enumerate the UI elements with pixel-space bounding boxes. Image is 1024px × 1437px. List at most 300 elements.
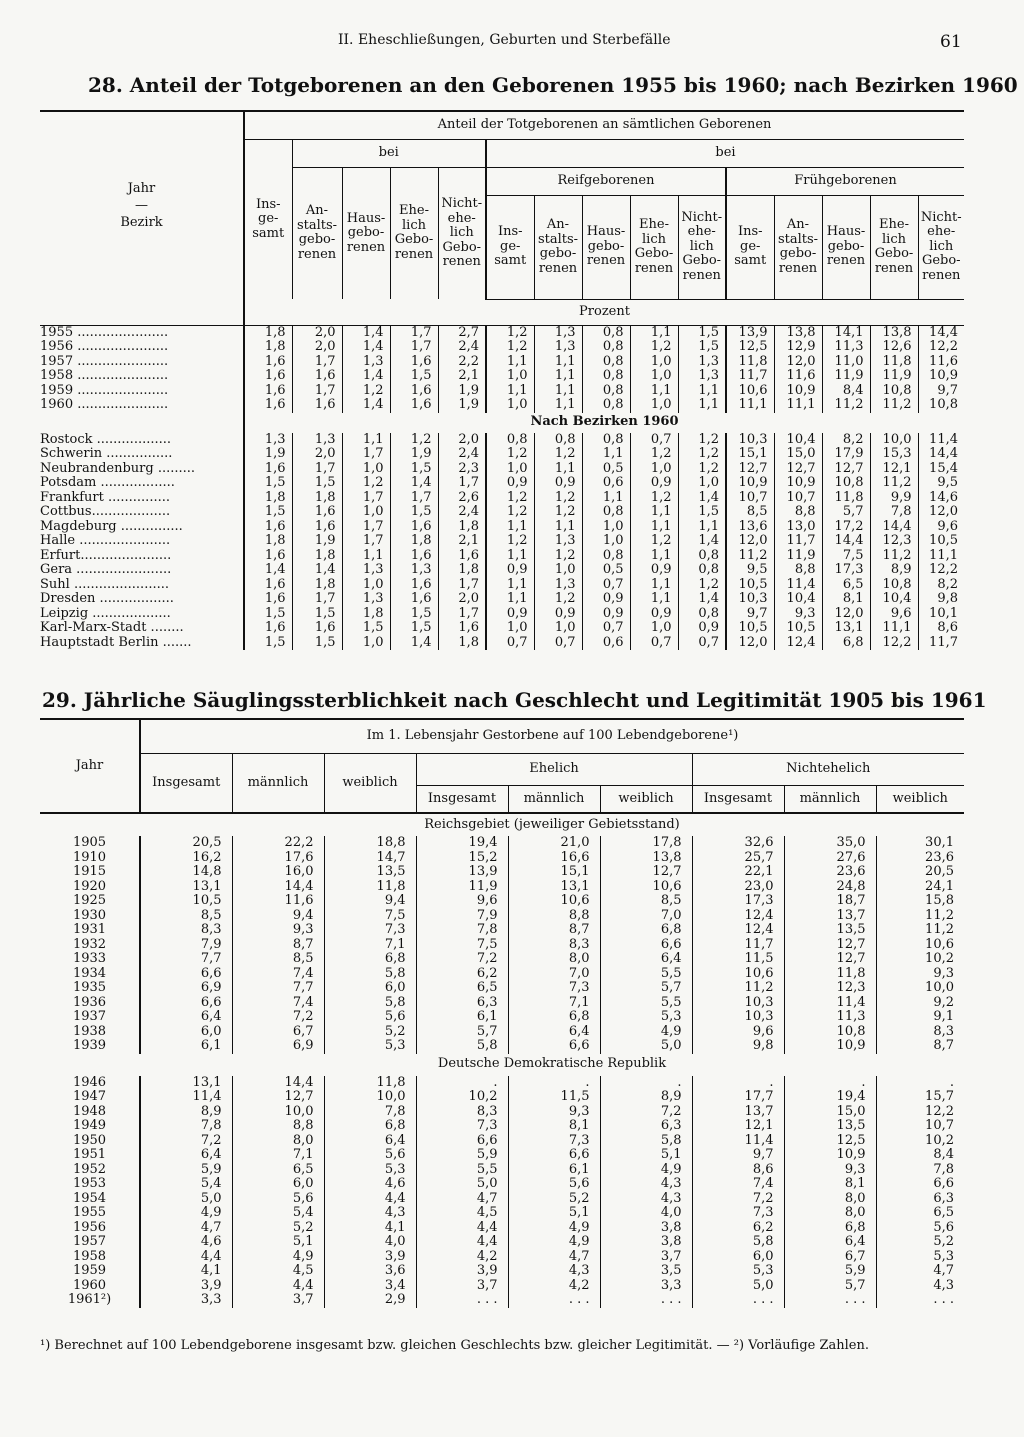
cell-value: 4,0 — [324, 1235, 416, 1250]
cell-value: 0,8 — [582, 325, 630, 340]
cell-value: 2,2 — [438, 355, 486, 370]
cell-value: 1,2 — [678, 447, 726, 462]
cell-value: 10,6 — [508, 894, 600, 909]
cell-value: 10,7 — [876, 1119, 964, 1134]
cell-value: 7,8 — [416, 923, 508, 938]
cell-value: 11,2 — [692, 981, 784, 996]
cell-value: 5,8 — [324, 967, 416, 982]
row-label: Suhl ....................... — [40, 576, 169, 592]
cell-value: 11,5 — [508, 1090, 600, 1105]
cell-value: 12,7 — [600, 865, 692, 880]
row-label: 1925 — [72, 893, 107, 908]
cell-value: 7,0 — [600, 909, 692, 924]
cell-value: 0,9 — [630, 563, 678, 578]
cell-value: . . . — [416, 1293, 508, 1308]
cell-value: 8,8 — [232, 1119, 324, 1134]
cell-value: 0,8 — [582, 355, 630, 370]
cell-value: 1,8 — [292, 549, 342, 564]
cell-value: 4,4 — [232, 1279, 324, 1294]
table-row — [40, 462, 964, 477]
row-label: Hauptstadt Berlin ....... — [40, 634, 192, 650]
cell-value: 8,8 — [508, 909, 600, 924]
cell-value: 1,6 — [244, 621, 292, 636]
cell-value: 4,4 — [140, 1250, 232, 1265]
cell-value: 1,6 — [244, 369, 292, 384]
row-label: 1959 ...................... — [40, 382, 169, 398]
cell-value: 5,9 — [416, 1148, 508, 1163]
cell-value: 4,5 — [416, 1206, 508, 1221]
cell-value: 7,4 — [232, 967, 324, 982]
header-frueh-haus: Haus- gebo- renen — [822, 195, 870, 299]
cell-value: 1,0 — [630, 621, 678, 636]
cell-value: 9,1 — [876, 1010, 964, 1025]
row-label: 1905 — [72, 835, 107, 850]
header-29-ehelich-insgesamt: Insgesamt — [416, 785, 508, 813]
cell-value: 1,1 — [534, 369, 582, 384]
cell-value: 1,6 — [244, 384, 292, 399]
cell-value: 6,8 — [784, 1221, 876, 1236]
row-label: 1959 — [72, 1263, 107, 1278]
cell-value: 1,5 — [390, 462, 438, 477]
cell-value: 3,8 — [600, 1221, 692, 1236]
cell-value: 8,8 — [774, 505, 822, 520]
cell-value: 5,8 — [692, 1235, 784, 1250]
table-row — [40, 355, 964, 370]
cell-value: . — [692, 1076, 784, 1091]
cell-value: 11,2 — [870, 549, 918, 564]
cell-value: 4,9 — [140, 1206, 232, 1221]
cell-value: 11,7 — [692, 938, 784, 953]
cell-value: 16,6 — [508, 851, 600, 866]
cell-value: 6,4 — [600, 952, 692, 967]
cell-value: 8,1 — [822, 592, 870, 607]
cell-value: 1,6 — [244, 592, 292, 607]
cell-value: 1,6 — [438, 621, 486, 636]
cell-value: 10,9 — [774, 384, 822, 399]
cell-value: 10,9 — [784, 1148, 876, 1163]
cell-value: 7,7 — [140, 952, 232, 967]
cell-value: 1,2 — [534, 491, 582, 506]
cell-value: 6,1 — [416, 1010, 508, 1025]
cell-value: 10,5 — [140, 894, 232, 909]
cell-value: 1,6 — [292, 505, 342, 520]
header-reif: Reifgeborenen — [486, 167, 726, 195]
cell-value: 1,1 — [486, 549, 534, 564]
cell-value: 11,4 — [140, 1090, 232, 1105]
row-label: 1956 — [72, 1219, 107, 1235]
table-row — [40, 1163, 964, 1178]
cell-value: 12,7 — [784, 952, 876, 967]
row-label: Rostock .................. — [40, 431, 172, 447]
cell-value: 1,3 — [534, 340, 582, 355]
cell-value: 1,6 — [390, 520, 438, 535]
cell-value: 1,7 — [342, 534, 390, 549]
cell-value: 7,3 — [324, 923, 416, 938]
cell-value: 4,5 — [232, 1264, 324, 1279]
cell-value: 6,4 — [324, 1134, 416, 1149]
cell-value: 12,9 — [774, 340, 822, 355]
cell-value: 6,8 — [324, 952, 416, 967]
cell-value: 2,0 — [292, 325, 342, 340]
cell-value: 11,9 — [822, 369, 870, 384]
cell-value: 1,8 — [342, 607, 390, 622]
stub-header: Jahr — Bezirk — [40, 111, 244, 299]
cell-value: 9,4 — [232, 909, 324, 924]
cell-value: 14,4 — [918, 447, 964, 462]
row-label: 1936 — [72, 994, 107, 1010]
cell-value: 2,0 — [292, 447, 342, 462]
cell-value: 1,5 — [244, 505, 292, 520]
cell-value: 1,0 — [582, 520, 630, 535]
cell-value: 6,4 — [140, 1010, 232, 1025]
cell-value: 5,3 — [876, 1250, 964, 1265]
cell-value: 5,6 — [324, 1010, 416, 1025]
cell-value: 4,3 — [508, 1264, 600, 1279]
cell-value: 10,2 — [876, 1134, 964, 1149]
cell-value: 11,3 — [784, 1010, 876, 1025]
header-bei: bei — [292, 139, 486, 167]
row-label: 1938 — [72, 1023, 107, 1039]
cell-value: 8,3 — [876, 1025, 964, 1040]
cell-value: 3,7 — [600, 1250, 692, 1265]
row-label: 1949 — [72, 1118, 107, 1133]
cell-value: 1,0 — [582, 534, 630, 549]
cell-value: 1,2 — [486, 534, 534, 549]
cell-value: 1,4 — [678, 534, 726, 549]
cell-value: 10,9 — [918, 369, 964, 384]
cell-value: 1,3 — [390, 563, 438, 578]
table-row — [40, 1025, 964, 1040]
cell-value: 1,2 — [678, 578, 726, 593]
cell-value: 7,2 — [692, 1192, 784, 1207]
cell-value: 3,6 — [324, 1264, 416, 1279]
cell-value: . — [876, 1076, 964, 1091]
cell-value: 8,9 — [600, 1090, 692, 1105]
cell-value: 2,1 — [438, 369, 486, 384]
cell-value: 1,1 — [630, 578, 678, 593]
cell-value: 11,6 — [918, 355, 964, 370]
cell-value: 1,0 — [678, 476, 726, 491]
cell-value: 3,5 — [600, 1264, 692, 1279]
cell-value: 1,1 — [534, 355, 582, 370]
cell-value: 0,5 — [582, 563, 630, 578]
cell-value: 10,1 — [918, 607, 964, 622]
cell-value: 1,2 — [630, 340, 678, 355]
cell-value: 3,3 — [140, 1293, 232, 1308]
cell-value: 17,3 — [822, 563, 870, 578]
cell-value: 10,5 — [918, 534, 964, 549]
cell-value: 9,3 — [774, 607, 822, 622]
cell-value: 7,1 — [508, 996, 600, 1011]
cell-value: 3,8 — [600, 1235, 692, 1250]
cell-value: 1,1 — [534, 384, 582, 399]
cell-value: 12,0 — [726, 636, 774, 651]
row-label: 1937 — [72, 1009, 107, 1024]
cell-value: 4,7 — [508, 1250, 600, 1265]
cell-value: 7,1 — [324, 938, 416, 953]
cell-value: 14,1 — [822, 325, 870, 340]
cell-value: 1,2 — [678, 462, 726, 477]
cell-value: 6,6 — [508, 1039, 600, 1054]
cell-value: 11,4 — [918, 433, 964, 448]
cell-value: 1,2 — [534, 549, 582, 564]
cell-value: 8,5 — [140, 909, 232, 924]
header-29-insgesamt: Insgesamt — [140, 753, 232, 813]
cell-value: 6,5 — [416, 981, 508, 996]
section-ddr: Deutsche Demokratische Republik — [437, 1056, 667, 1072]
cell-value: 7,5 — [324, 909, 416, 924]
cell-value: 17,2 — [822, 520, 870, 535]
cell-value: 7,2 — [600, 1105, 692, 1120]
cell-value: 1,0 — [534, 621, 582, 636]
cell-value: . — [416, 1076, 508, 1091]
cell-value: 1,3 — [342, 563, 390, 578]
cell-value: 4,3 — [324, 1206, 416, 1221]
cell-value: 8,5 — [726, 505, 774, 520]
cell-value: 10,4 — [870, 592, 918, 607]
cell-value: 12,7 — [232, 1090, 324, 1105]
cell-value: 1,2 — [486, 505, 534, 520]
cell-value: 5,8 — [600, 1134, 692, 1149]
header-29-nichtehelich: Nichtehelich — [692, 753, 964, 785]
table-row — [40, 1090, 964, 1105]
cell-value: 10,9 — [784, 1039, 876, 1054]
cell-value: 12,6 — [870, 340, 918, 355]
row-label: 1960 ...................... — [40, 397, 169, 412]
cell-value: 0,9 — [486, 476, 534, 491]
cell-value: 1,2 — [630, 447, 678, 462]
cell-value: . . . — [508, 1293, 600, 1308]
cell-value: 1,1 — [486, 384, 534, 399]
cell-value: 1,1 — [534, 462, 582, 477]
cell-value: 13,5 — [324, 865, 416, 880]
cell-value: 23,6 — [876, 851, 964, 866]
cell-value: . — [784, 1076, 876, 1091]
cell-value: 7,3 — [416, 1119, 508, 1134]
cell-value: 1,0 — [486, 398, 534, 413]
cell-value: 1,0 — [342, 636, 390, 651]
cell-value: 2,4 — [438, 447, 486, 462]
cell-value: 20,5 — [140, 836, 232, 851]
cell-value: 1,3 — [534, 534, 582, 549]
row-label: 1910 — [72, 849, 107, 865]
cell-value: 6,4 — [140, 1148, 232, 1163]
cell-value: 0,8 — [582, 433, 630, 448]
cell-value: 7,3 — [692, 1206, 784, 1221]
row-label: 1948 — [72, 1103, 107, 1119]
cell-value: 1,4 — [342, 398, 390, 413]
cell-value: 1,9 — [438, 384, 486, 399]
cell-value: 12,4 — [692, 909, 784, 924]
cell-value: 12,0 — [726, 534, 774, 549]
cell-value: 1,1 — [486, 520, 534, 535]
cell-value: 10,8 — [870, 578, 918, 593]
cell-value: 1,6 — [390, 549, 438, 564]
cell-value: 1,5 — [678, 325, 726, 340]
cell-value: 0,7 — [582, 621, 630, 636]
cell-value: 18,7 — [784, 894, 876, 909]
cell-value: 1,6 — [244, 578, 292, 593]
cell-value: 1,1 — [534, 520, 582, 535]
cell-value: 30,1 — [876, 836, 964, 851]
header-reif-nichtehelich: Nicht- ehe- lich Gebo- renen — [678, 195, 726, 299]
cell-value: 1,0 — [486, 621, 534, 636]
cell-value: 1,4 — [678, 592, 726, 607]
cell-value: 9,6 — [692, 1025, 784, 1040]
cell-value: 5,7 — [416, 1025, 508, 1040]
cell-value: 8,8 — [774, 563, 822, 578]
cell-value: 1,8 — [390, 534, 438, 549]
table-row — [40, 607, 964, 622]
cell-value: 9,3 — [232, 923, 324, 938]
cell-value: 10,5 — [774, 621, 822, 636]
cell-value: 4,4 — [416, 1221, 508, 1236]
cell-value: 13,1 — [140, 880, 232, 895]
cell-value: 1,5 — [292, 636, 342, 651]
table-row — [40, 1119, 964, 1134]
table-row — [40, 1250, 964, 1265]
cell-value: 7,2 — [232, 1010, 324, 1025]
header-unit: Prozent — [244, 299, 964, 325]
header-nichtehelich: Nicht- ehe- lich Gebo- renen — [438, 167, 486, 299]
cell-value: 11,2 — [870, 398, 918, 413]
table-row — [40, 447, 964, 462]
cell-value: 14,8 — [140, 865, 232, 880]
cell-value: 13,6 — [726, 520, 774, 535]
table-row — [40, 369, 964, 384]
cell-value: 13,5 — [784, 923, 876, 938]
cell-value: 10,7 — [726, 491, 774, 506]
table-row — [40, 520, 964, 535]
cell-value: 17,9 — [822, 447, 870, 462]
cell-value: 11,8 — [870, 355, 918, 370]
cell-value: 1,3 — [678, 369, 726, 384]
cell-value: 1,2 — [630, 491, 678, 506]
table-row — [40, 325, 964, 340]
cell-value: 1,4 — [292, 563, 342, 578]
cell-value: 1,1 — [678, 384, 726, 399]
cell-value: 1,6 — [244, 462, 292, 477]
row-label: 1953 — [72, 1176, 107, 1191]
cell-value: 17,8 — [600, 836, 692, 851]
cell-value: 12,0 — [822, 607, 870, 622]
cell-value: 7,5 — [822, 549, 870, 564]
cell-value: 6,0 — [324, 981, 416, 996]
cell-value: 1,1 — [678, 398, 726, 413]
cell-value: 0,7 — [534, 636, 582, 651]
cell-value: 8,0 — [232, 1134, 324, 1149]
cell-value: 12,2 — [870, 636, 918, 651]
running-head-title: II. Eheschließungen, Geburten und Sterbefälle — [338, 32, 671, 48]
cell-value: 10,8 — [918, 398, 964, 413]
page-number: 61 — [940, 32, 962, 52]
cell-value: 6,8 — [600, 923, 692, 938]
cell-value: 6,6 — [508, 1148, 600, 1163]
table-row — [40, 851, 964, 866]
table-row — [40, 952, 964, 967]
cell-value: 8,3 — [416, 1105, 508, 1120]
cell-value: 0,7 — [486, 636, 534, 651]
cell-value: 11,0 — [822, 355, 870, 370]
cell-value: 6,5 — [822, 578, 870, 593]
cell-value: 1,1 — [678, 520, 726, 535]
cell-value: 0,8 — [678, 607, 726, 622]
table-row — [40, 1279, 964, 1294]
section-reich: Reichsgebiet (jeweiliger Gebietsstand) — [424, 816, 680, 832]
cell-value: 10,3 — [726, 592, 774, 607]
cell-value: 7,3 — [508, 981, 600, 996]
cell-value: 1,5 — [390, 369, 438, 384]
cell-value: 13,8 — [600, 851, 692, 866]
cell-value: 1,1 — [630, 384, 678, 399]
table-row — [40, 1010, 964, 1025]
row-label: 1933 — [72, 951, 107, 966]
cell-value: 4,1 — [140, 1264, 232, 1279]
cell-value: 1,4 — [342, 369, 390, 384]
row-label: 1931 — [72, 922, 107, 937]
cell-value: 1,0 — [486, 369, 534, 384]
cell-value: 5,3 — [324, 1163, 416, 1178]
cell-value: 35,0 — [784, 836, 876, 851]
running-head — [0, 32, 1024, 54]
cell-value: 5,0 — [692, 1279, 784, 1294]
cell-value: 11,2 — [822, 398, 870, 413]
cell-value: 10,2 — [876, 952, 964, 967]
row-label: 1954 — [72, 1190, 107, 1206]
cell-value: 5,6 — [508, 1177, 600, 1192]
cell-value: 3,3 — [600, 1279, 692, 1294]
cell-value: 10,5 — [726, 578, 774, 593]
cell-value: 1,7 — [390, 325, 438, 340]
cell-value: 1,5 — [292, 607, 342, 622]
cell-value: 12,1 — [692, 1119, 784, 1134]
cell-value: 4,9 — [600, 1025, 692, 1040]
cell-value: 1,2 — [486, 340, 534, 355]
header-29-top: Im 1. Lebensjahr Gestorbene auf 100 Lebendgeborene¹) — [140, 719, 964, 753]
cell-value: 1,6 — [390, 592, 438, 607]
table-row — [40, 491, 964, 506]
cell-value: 1,3 — [244, 433, 292, 448]
cell-value: 12,7 — [784, 938, 876, 953]
table-28-title: 28. Anteil der Totgeborenen an den Geborenen 1955 bis 1960; nach Bezirken 1960 — [88, 73, 1018, 97]
cell-value: 6,2 — [416, 967, 508, 982]
table-row — [40, 909, 964, 924]
cell-value: 24,8 — [784, 880, 876, 895]
cell-value: 1,5 — [390, 621, 438, 636]
cell-value: 6,3 — [876, 1192, 964, 1207]
cell-value: 1,8 — [292, 578, 342, 593]
cell-value: 0,9 — [582, 592, 630, 607]
cell-value: 12,7 — [822, 462, 870, 477]
cell-value: 5,1 — [508, 1206, 600, 1221]
cell-value: 1,1 — [630, 505, 678, 520]
header-anstalt: An- stalts- gebo- renen — [292, 167, 342, 299]
cell-value: 0,9 — [630, 607, 678, 622]
cell-value: 9,3 — [876, 967, 964, 982]
cell-value: 24,1 — [876, 880, 964, 895]
cell-value: 7,5 — [416, 938, 508, 953]
cell-value: 1,0 — [630, 398, 678, 413]
footnote: ¹) Berechnet auf 100 Lebendgeborene insgesamt bzw. gleichen Geschlechts bzw. gleicher Legitimität. — ²) Vorläufige Zahlen. — [40, 1338, 869, 1353]
cell-value: 0,9 — [630, 476, 678, 491]
cell-value: 5,2 — [324, 1025, 416, 1040]
table-row — [40, 880, 964, 895]
cell-value: 1,8 — [292, 491, 342, 506]
cell-value: 7,8 — [876, 1163, 964, 1178]
row-label: Halle ...................... — [40, 533, 171, 548]
cell-value: 15,4 — [918, 462, 964, 477]
cell-value: 5,7 — [822, 505, 870, 520]
